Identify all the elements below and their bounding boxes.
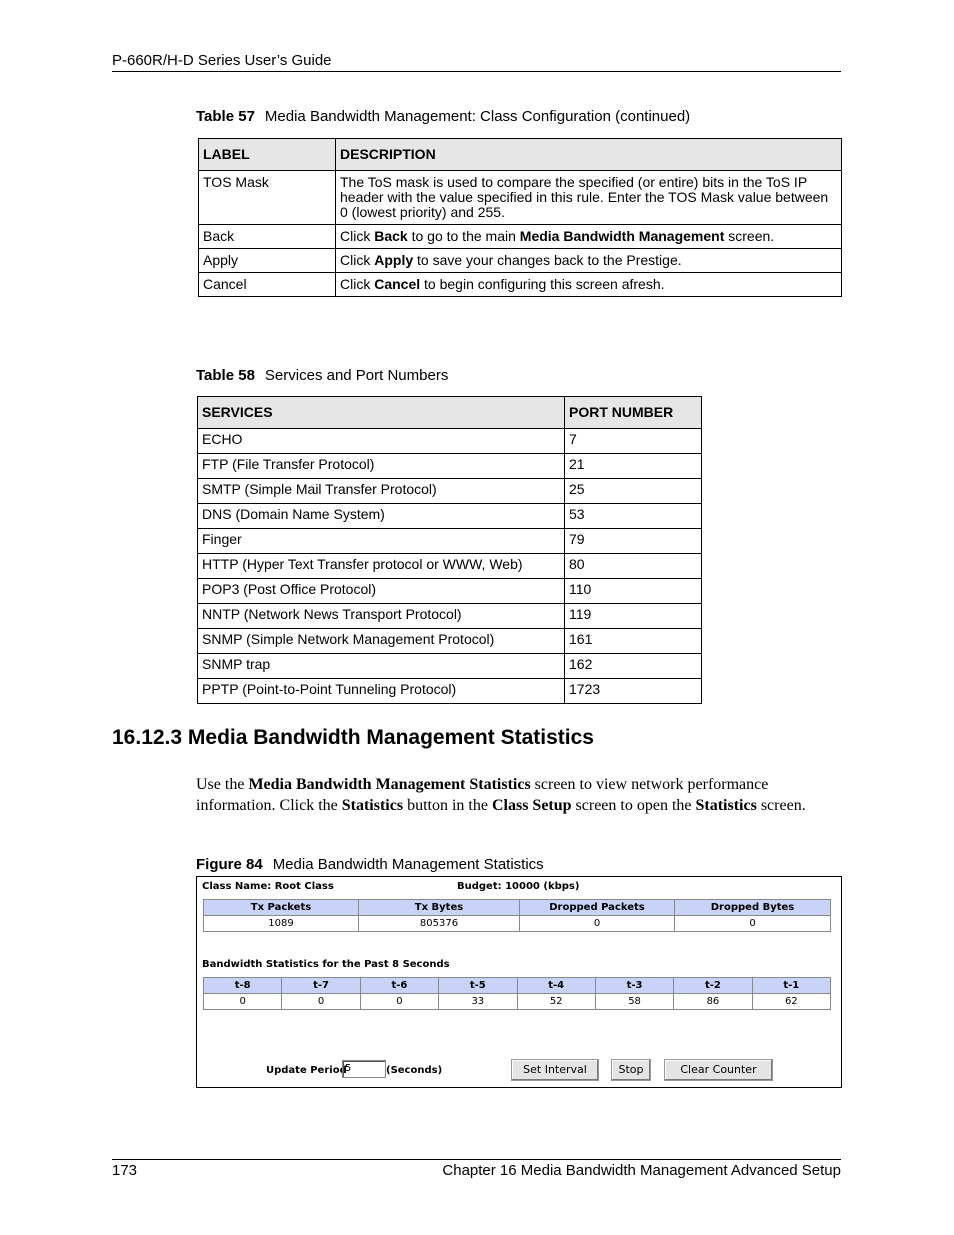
figure84-caption bbox=[196, 856, 544, 873]
service-name: FTP (File Transfer Protocol) bbox=[198, 454, 565, 479]
desc-text: to go to the main bbox=[407, 228, 520, 244]
bandwidth-value-row bbox=[204, 994, 831, 1010]
dropped-packets-header: Dropped Packets bbox=[520, 900, 675, 916]
port-number: 7 bbox=[565, 429, 702, 454]
section-paragraph bbox=[196, 774, 836, 816]
desc-text: screen. bbox=[724, 228, 775, 244]
table57-desc: The ToS mask is used to compare the specified (or entire) bits in the ToS IP header with the value specified in this rule. Enter the TOS Mask value between 0 (lowest priority) and 255. bbox=[336, 171, 842, 225]
table57-caption bbox=[196, 108, 690, 125]
bandwidth-header-row bbox=[204, 978, 831, 994]
desc-text: Click bbox=[340, 228, 375, 244]
service-name: Finger bbox=[198, 529, 565, 554]
tx-packets-header: Tx Packets bbox=[204, 900, 359, 916]
summary-stats-table bbox=[203, 899, 831, 932]
table57-desc bbox=[336, 273, 842, 297]
table-row bbox=[198, 554, 702, 579]
table-row bbox=[198, 529, 702, 554]
table58-col-port: PORT NUMBER bbox=[565, 397, 702, 429]
header-rule bbox=[112, 71, 841, 72]
service-name: SNMP (Simple Network Management Protocol) bbox=[198, 629, 565, 654]
section-title: 16.12.3 Media Bandwidth Management Statistics bbox=[112, 726, 594, 749]
chapter-title: Chapter 16 Media Bandwidth Management Advanced Setup bbox=[442, 1162, 841, 1179]
dropped-packets-value: 0 bbox=[520, 916, 675, 932]
page-number: 173 bbox=[112, 1162, 138, 1179]
stop-button[interactable]: Stop bbox=[611, 1059, 651, 1081]
service-name: SNMP trap bbox=[198, 654, 565, 679]
table-row bbox=[198, 579, 702, 604]
table57-col-description: DESCRIPTION bbox=[336, 139, 842, 171]
figure84-caption-number: Figure 84 bbox=[196, 856, 263, 873]
table-row bbox=[199, 273, 842, 297]
port-number: 53 bbox=[565, 504, 702, 529]
tx-packets-value: 1089 bbox=[204, 916, 359, 932]
service-name: ECHO bbox=[198, 429, 565, 454]
clear-counter-button[interactable]: Clear Counter bbox=[664, 1059, 773, 1081]
bw-value-t3: 58 bbox=[595, 994, 673, 1010]
port-number: 79 bbox=[565, 529, 702, 554]
para-bold: Class Setup bbox=[491, 797, 572, 814]
table58-caption-number: Table 58 bbox=[196, 367, 255, 384]
table57 bbox=[198, 138, 842, 297]
bandwidth-stats-title: Bandwidth Statistics for the Past 8 Seconds bbox=[202, 959, 450, 970]
desc-text: to save your changes back to the Prestige. bbox=[413, 252, 682, 268]
bw-header-t4: t-4 bbox=[517, 978, 595, 994]
table58-header-row bbox=[198, 397, 702, 429]
bw-header-t2: t-2 bbox=[674, 978, 752, 994]
port-number: 21 bbox=[565, 454, 702, 479]
bw-value-t1: 62 bbox=[752, 994, 830, 1010]
seconds-label: (Seconds) bbox=[386, 1065, 443, 1076]
summary-value-row bbox=[204, 916, 831, 932]
summary-header-row bbox=[204, 900, 831, 916]
desc-bold: Cancel bbox=[374, 276, 421, 292]
bw-header-t8: t-8 bbox=[204, 978, 282, 994]
table57-col-label: LABEL bbox=[199, 139, 336, 171]
port-number: 119 bbox=[565, 604, 702, 629]
service-name: NNTP (Network News Transport Protocol) bbox=[198, 604, 565, 629]
service-name: DNS (Domain Name System) bbox=[198, 504, 565, 529]
budget-label: Budget: 10000 (kbps) bbox=[457, 881, 580, 892]
statistics-screen bbox=[196, 876, 842, 1088]
dropped-bytes-header: Dropped Bytes bbox=[675, 900, 831, 916]
table-row bbox=[198, 629, 702, 654]
service-name: HTTP (Hyper Text Transfer protocol or WWW, Web) bbox=[198, 554, 565, 579]
bw-header-t1: t-1 bbox=[752, 978, 830, 994]
table58 bbox=[197, 396, 702, 704]
port-number: 161 bbox=[565, 629, 702, 654]
table57-header-row bbox=[199, 139, 842, 171]
table58-caption bbox=[196, 367, 448, 384]
bw-value-t2: 86 bbox=[674, 994, 752, 1010]
table-row bbox=[198, 479, 702, 504]
bandwidth-stats-table bbox=[203, 977, 831, 1010]
table-row bbox=[199, 225, 842, 249]
para-bold: Statistics bbox=[341, 797, 404, 814]
class-name-label: Class Name: Root Class bbox=[202, 881, 334, 892]
table-row bbox=[198, 454, 702, 479]
table57-label: Cancel bbox=[199, 273, 336, 297]
table-row bbox=[199, 249, 842, 273]
service-name: PPTP (Point-to-Point Tunneling Protocol) bbox=[198, 679, 565, 704]
bw-value-t7: 0 bbox=[282, 994, 360, 1010]
para-text: Use the bbox=[196, 776, 249, 793]
desc-bold: Media Bandwidth Management bbox=[519, 228, 725, 244]
desc-bold: Back bbox=[374, 228, 408, 244]
service-name: SMTP (Simple Mail Transfer Protocol) bbox=[198, 479, 565, 504]
table-row bbox=[198, 679, 702, 704]
desc-bold: Apply bbox=[374, 252, 414, 268]
port-number: 162 bbox=[565, 654, 702, 679]
bw-value-t6: 0 bbox=[360, 994, 438, 1010]
bw-header-t5: t-5 bbox=[439, 978, 517, 994]
tx-bytes-header: Tx Bytes bbox=[359, 900, 520, 916]
para-bold: Statistics bbox=[695, 797, 757, 814]
table-row bbox=[198, 604, 702, 629]
para-text: screen to open the bbox=[571, 797, 696, 814]
para-text: screen. bbox=[756, 797, 806, 814]
table57-label: Apply bbox=[199, 249, 336, 273]
table57-label: Back bbox=[199, 225, 336, 249]
bw-header-t6: t-6 bbox=[360, 978, 438, 994]
port-number: 80 bbox=[565, 554, 702, 579]
bw-header-t3: t-3 bbox=[595, 978, 673, 994]
update-period-input[interactable]: 5 bbox=[342, 1060, 386, 1078]
set-interval-button[interactable]: Set Interval bbox=[511, 1059, 599, 1081]
bw-value-t8: 0 bbox=[204, 994, 282, 1010]
footer-rule bbox=[112, 1159, 841, 1160]
table57-caption-text: Media Bandwidth Management: Class Configuration (continued) bbox=[264, 108, 691, 125]
table57-desc bbox=[336, 249, 842, 273]
table-row bbox=[199, 171, 842, 225]
desc-text: to begin configuring this screen afresh. bbox=[420, 276, 665, 292]
bw-value-t4: 52 bbox=[517, 994, 595, 1010]
para-text: screen to view network performance information. Click the bbox=[196, 776, 769, 814]
figure84-caption-text: Media Bandwidth Management Statistics bbox=[272, 856, 544, 873]
table-row bbox=[198, 429, 702, 454]
update-period-label: Update Period bbox=[266, 1065, 347, 1076]
guide-title: P-660R/H-D Series User’s Guide bbox=[112, 52, 332, 69]
port-number: 110 bbox=[565, 579, 702, 604]
table58-caption-text: Services and Port Numbers bbox=[264, 367, 449, 384]
tx-bytes-value: 805376 bbox=[359, 916, 520, 932]
bw-value-t5: 33 bbox=[439, 994, 517, 1010]
port-number: 25 bbox=[565, 479, 702, 504]
table58-col-services: SERVICES bbox=[198, 397, 565, 429]
desc-text: Click bbox=[340, 252, 375, 268]
table-row bbox=[198, 504, 702, 529]
para-text: button in the bbox=[403, 797, 492, 814]
table57-desc bbox=[336, 225, 842, 249]
table-row bbox=[198, 654, 702, 679]
bw-header-t7: t-7 bbox=[282, 978, 360, 994]
table57-caption-number: Table 57 bbox=[196, 108, 255, 125]
dropped-bytes-value: 0 bbox=[675, 916, 831, 932]
para-bold: Media Bandwidth Management Statistics bbox=[248, 776, 531, 793]
desc-text: Click bbox=[340, 276, 375, 292]
table57-label: TOS Mask bbox=[199, 171, 336, 225]
service-name: POP3 (Post Office Protocol) bbox=[198, 579, 565, 604]
port-number: 1723 bbox=[565, 679, 702, 704]
